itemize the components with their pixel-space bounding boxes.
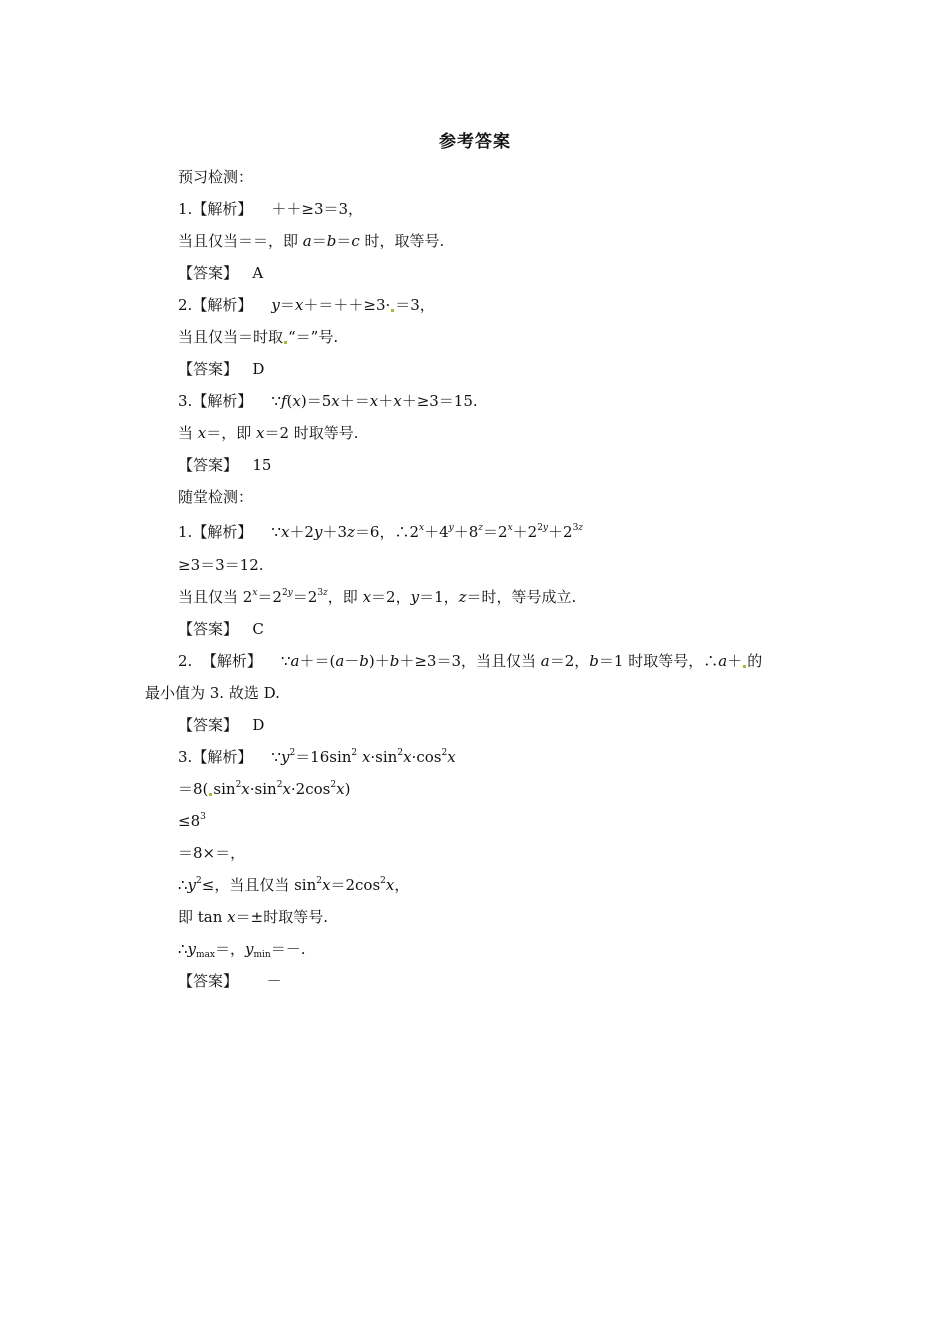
answer-value: A	[252, 264, 264, 282]
classroom-q3-step-5: 即 tan x＝±时取等号.	[178, 908, 328, 926]
classroom-q3-step-1: ＝8( $\sin^2x\cdot\sin^2x\cdot 2\cos^2x$)	[178, 780, 351, 798]
answer-value: D	[252, 360, 265, 378]
question-number: 1.	[178, 200, 193, 218]
section-preview-heading: 预习检测：	[178, 168, 254, 186]
answer-label: 【答案】	[178, 716, 239, 734]
page-title: 参考答案	[439, 132, 511, 152]
question-number: 3.	[178, 392, 193, 410]
preview-q1-answer	[178, 263, 263, 283]
classroom-q2-analysis: 2. 【解析】 ∵a＋＝(a－b)＋b＋≥3＝3，当且仅当 a＝2，b＝1 时取等号，∴a＋ 的	[178, 652, 763, 670]
classroom-q3-step-6: $\therefore y_{max}=$，$y_{min}=-$.	[178, 940, 306, 960]
answer-value: 15	[252, 456, 272, 474]
section-classroom-heading: 随堂检测：	[178, 488, 254, 506]
preview-q2-analysis: 2.【解析】 y＝x＋＝＋＋≥3· ＝3，	[178, 296, 435, 314]
marker-dot	[743, 665, 746, 668]
classroom-q3-step-3: ＝8×＝，	[178, 844, 246, 862]
answer-label: 【答案】	[178, 620, 239, 638]
classroom-q3-step-4: $\therefore y^2\le$，当且仅当 $\sin^2x=2\cos^2x$，	[178, 876, 410, 894]
marker-dot	[391, 309, 394, 312]
classroom-q3-answer	[178, 971, 282, 991]
preview-q3-continuation: 当 x＝，即 x＝2 时取等号.	[178, 424, 359, 442]
marker-dot	[284, 341, 287, 344]
analysis-label: 【解析】	[192, 296, 253, 314]
question-number: 3.	[178, 748, 193, 766]
classroom-q1-answer	[178, 619, 264, 639]
analysis-label: 【解析】	[192, 200, 253, 218]
marker-dot	[209, 793, 212, 796]
classroom-q3-analysis: 3.【解析】 $\because y^2=16\sin^2$ $x\cdot\sin^2x\cdot\cos^2x$	[178, 748, 456, 766]
classroom-q3-step-2: $\le 8^3$	[178, 812, 206, 830]
classroom-q1-continuation-1: ≥3＝3＝12.	[178, 556, 264, 574]
classroom-q2-answer	[178, 715, 264, 735]
answer-value: C	[252, 620, 264, 638]
classroom-q2-continuation: 最小值为 3. 故选 D.	[145, 684, 280, 702]
question-number: 2.	[178, 296, 193, 314]
preview-q1-continuation: 当且仅当＝＝，即 a＝b＝c 时，取等号.	[178, 232, 445, 250]
answer-value: D	[252, 716, 265, 734]
answer-label: 【答案】	[178, 456, 239, 474]
answer-label: 【答案】	[178, 264, 239, 282]
analysis-label: 【解析】	[192, 392, 253, 410]
answer-label: 【答案】	[178, 972, 239, 990]
classroom-q1-continuation-2: 当且仅当 $2^x=2^{2y}=2^{3z}$，即 x＝2，y＝1，z＝时，等号成立.	[178, 588, 577, 606]
classroom-q1-analysis: 1.【解析】 ∵x＋2y＋3z＝6，$\therefore 2^x+4^y+8^z=2^x+2^{2y}+2^{3z}$	[178, 523, 584, 541]
question-number: 1.	[178, 523, 193, 541]
preview-q2-continuation: 当且仅当＝时取 “＝”号.	[178, 328, 339, 346]
preview-q1-analysis: 1.【解析】 ＋＋≥3＝3，	[178, 200, 364, 218]
preview-q3-analysis: 3.【解析】 ∵f(x)＝5x＋＝x＋x＋≥3＝15.	[178, 392, 478, 410]
analysis-label: 【解析】	[192, 523, 253, 541]
analysis-label: 【解析】	[192, 748, 253, 766]
question-number: 2.	[178, 652, 193, 670]
preview-q2-answer	[178, 359, 264, 379]
preview-q3-answer	[178, 455, 271, 475]
answer-label: 【答案】	[178, 360, 239, 378]
answer-value: －	[266, 972, 282, 990]
analysis-label: 【解析】	[201, 652, 262, 670]
